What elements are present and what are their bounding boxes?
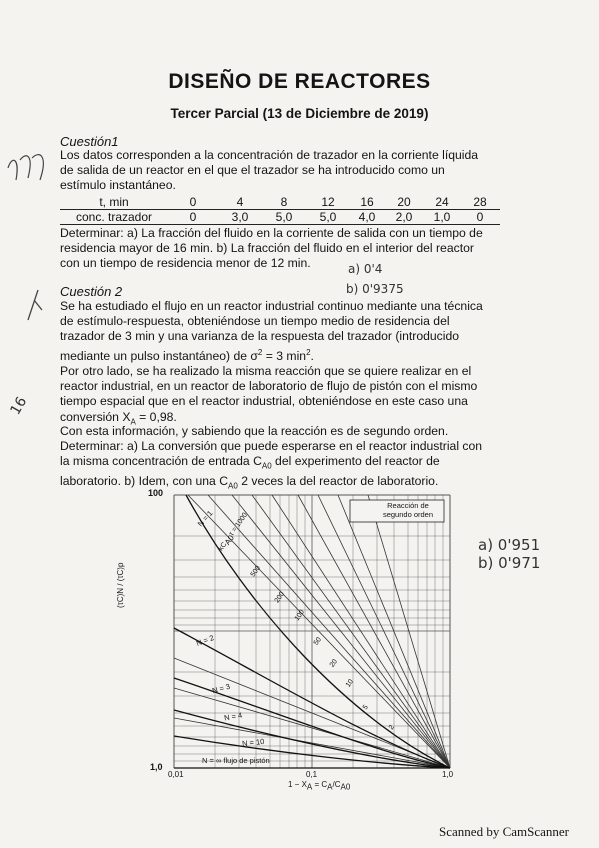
curve-label-n4: N = 4 <box>223 710 243 723</box>
page-subtitle: Tercer Parcial (13 de Diciembre de 2019) <box>170 106 429 121</box>
conversion-graph <box>116 488 468 792</box>
table-cell: 3,0 <box>218 210 262 225</box>
table-cell: 1,0 <box>424 210 460 225</box>
tracer-table <box>60 195 500 225</box>
q2-text-line: conversión $X_A = 0,98$. <box>60 409 177 427</box>
diagonal-label: 10 <box>344 678 356 689</box>
table-cell: 0 <box>168 210 218 225</box>
q2-text-line: laboratorio. b) Idem, con una $C_{A0}$ 2 veces la del reactor de laboratorio. <box>60 474 439 491</box>
scanner-watermark: Scanned by CamScanner <box>439 824 569 839</box>
q1-task-line: residencia mayor de 16 min. b) La fracción del fluido en el interior del reactor <box>60 241 474 256</box>
diagonal-label: 50 <box>312 636 324 647</box>
table-cell: 12 <box>306 195 350 210</box>
diagonal-label: 20 <box>328 658 340 669</box>
y-tick-bottom: 1,0 <box>150 762 163 772</box>
diagonal-label: 200 <box>273 590 287 605</box>
diagonal-label: 2 <box>387 723 396 732</box>
table-cell: 4 <box>218 195 262 210</box>
q1-answer-a: a) 0'4 <box>348 262 383 276</box>
diagonal-label: 5 <box>361 703 370 712</box>
page-title: DISEÑO DE REACTORES <box>168 70 431 93</box>
table-cell: 4,0 <box>350 210 384 225</box>
q1-task-line: Determinar: a) La fracción del fluido en la corriente de salida con un tiempo de <box>60 226 483 240</box>
margin-handwriting <box>0 140 60 560</box>
q2-text-line: Con esta información, y sabiendo que la reacción es de segundo orden. <box>60 424 449 438</box>
question-1-heading: Cuestión1 <box>60 134 119 149</box>
q2-text-line: mediante un pulso instantáneo) de $\sigma^2 = 3$ $\min^2$. <box>60 347 314 363</box>
question-2-heading: Cuestión 2 <box>60 284 123 299</box>
table-cell: 16 <box>350 195 384 210</box>
curve-label-n3: N = 3 <box>211 681 231 696</box>
y-axis-label: (τC)N / (τC)p <box>116 562 125 608</box>
table-cell: 24 <box>424 195 460 210</box>
table-cell: 20 <box>384 195 424 210</box>
q2-text-line: tiempo espacial que en el reactor industrial, obteniéndose en este caso una <box>60 394 468 409</box>
q2-text-line: trazador de 3 min y una varianza de la respuesta del trazador (introducido <box>60 329 460 344</box>
q2-text-line: reactor industrial, en un reactor de laboratorio de flujo de pistón con el mismo <box>60 379 478 394</box>
q2-text-line: Se ha estudiado el flujo en un reactor industrial continuo mediante una técnica <box>60 299 483 313</box>
y-tick-top: 100 <box>148 488 164 498</box>
table-row-label: t, min <box>60 195 168 210</box>
table-cell: 5,0 <box>306 210 350 225</box>
kc-label: $kC_{A0}\tau = 1000$ <box>217 511 250 553</box>
q2-answer-a: a) 0'951 <box>478 536 541 554</box>
q1-text-line: estímulo instantáneo. <box>60 178 176 193</box>
curve-label-n2: N = 2 <box>195 633 216 648</box>
x-tick-label: 0,1 <box>306 770 318 779</box>
table-cell: 8 <box>262 195 306 210</box>
table-cell: 28 <box>460 195 500 210</box>
q2-answer-b: b) 0'971 <box>478 554 541 572</box>
legend-label: Reacción de segundo orden <box>382 501 434 519</box>
diagonal-label: 500 <box>249 564 263 579</box>
q2-text-line: la misma concentración de entrada $C_{A0}$ del experimento del reactor de <box>60 454 440 471</box>
q1-text-line: de salida de un reactor en el que el trazador se ha introducido como un <box>60 163 445 178</box>
table-cell: 5,0 <box>262 210 306 225</box>
x-axis-label: $1 - X_A = C_A/C_{A0}$ <box>288 780 351 792</box>
diagonal-label: 100 <box>293 608 307 623</box>
curve-label-n10: N = 10 <box>241 736 265 749</box>
x-tick-label: 1,0 <box>442 770 454 779</box>
curve-label-n1: N = 1 <box>195 508 215 529</box>
margin-score: 16 <box>7 394 31 418</box>
q2-text-line: Determinar: a) La conversión que puede esperarse en el reactor industrial con <box>60 439 483 454</box>
table-row-label: conc. trazador <box>60 210 168 225</box>
table-cell: 2,0 <box>384 210 424 225</box>
curve-label-plug-flow: N = ∞ flujo de pistón <box>202 756 270 765</box>
q1-answer-b: b) 0'9375 <box>346 282 404 296</box>
table-cell: 0 <box>168 195 218 210</box>
q2-text-line: de estímulo-respuesta, obteniéndose un tiempo medio de residencia del <box>60 314 450 329</box>
q2-text-line: Por otro lado, se ha realizado la misma reacción que se quiere realizar en el <box>60 364 472 378</box>
q1-task-line: con un tiempo de residencia menor de 12 min. <box>60 256 311 271</box>
x-tick-label: 0,01 <box>168 770 184 779</box>
table-cell: 0 <box>460 210 500 225</box>
q1-text-line: Los datos corresponden a la concentración de trazador en la corriente líquida <box>60 148 479 162</box>
